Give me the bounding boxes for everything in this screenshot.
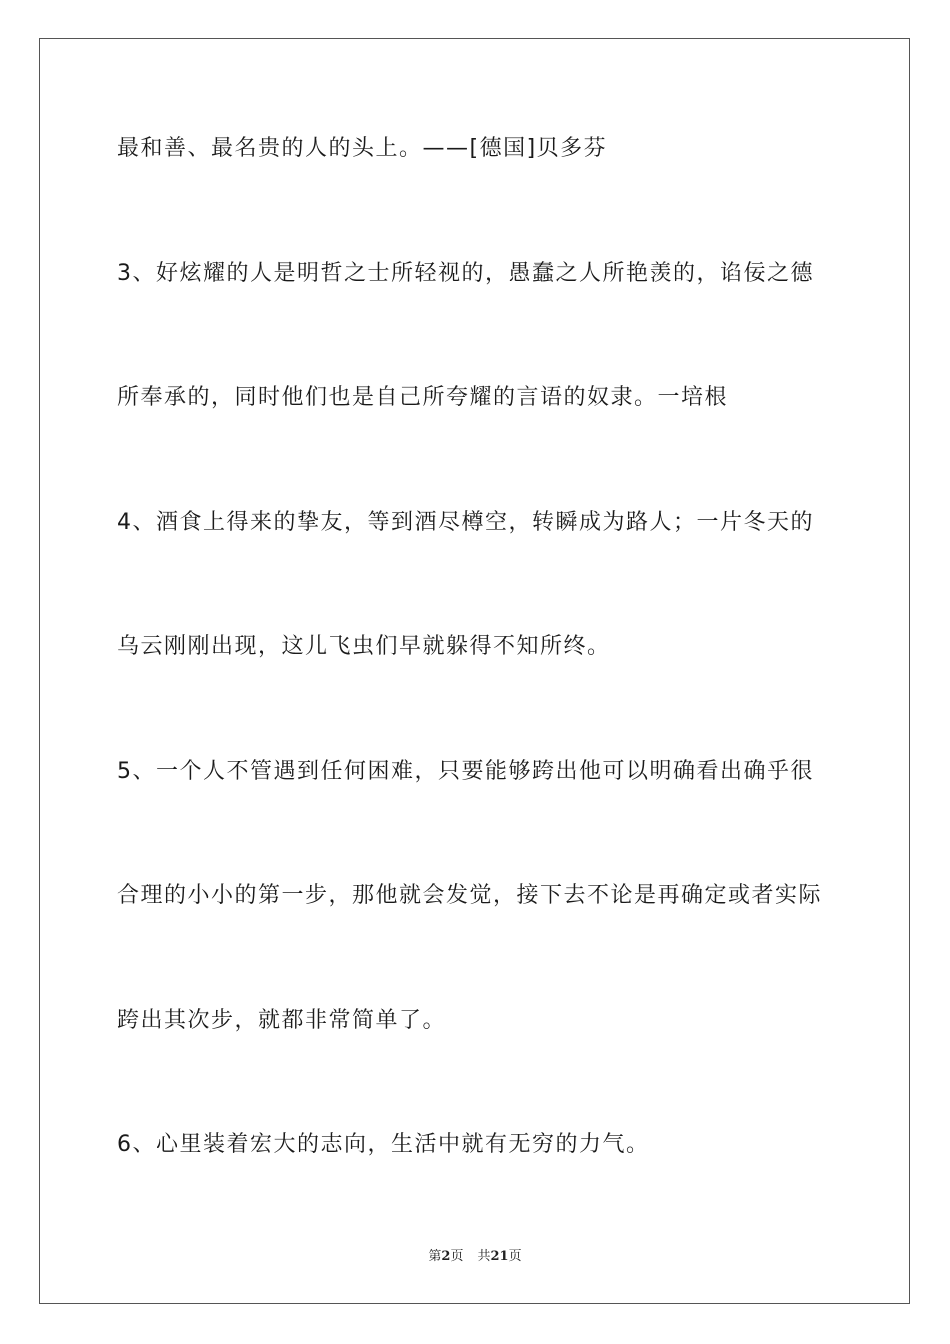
total-pages: 21 — [490, 1249, 509, 1264]
page-number: 2 — [441, 1249, 451, 1264]
text-line-1: 最和善、最名贵的人的头上。——[德国]贝多芬 — [117, 136, 608, 161]
text-line-8: 跨出其次步，就都非常简单了。 — [117, 1008, 447, 1033]
text-line-2: 3、好炫耀的人是明哲之士所轻视的，愚蠢之人所艳羡的，谄佞之德 — [117, 261, 814, 286]
page-border — [39, 38, 910, 1304]
text-line-5: 乌云刚刚出现，这儿飞虫们早就躲得不知所终。 — [117, 634, 611, 659]
total-prefix: 共 — [477, 1249, 491, 1264]
total-suffix: 页 — [508, 1249, 522, 1264]
page-prefix: 第 — [428, 1249, 442, 1264]
text-line-4: 4、酒食上得来的挚友，等到酒尽樽空，转瞬成为路人；一片冬天的 — [117, 510, 814, 535]
text-line-9: 6、心里装着宏大的志向，生活中就有无穷的力气。 — [117, 1132, 650, 1157]
page-footer — [0, 1248, 950, 1266]
text-line-7: 合理的小小的第一步，那他就会发觉，接下去不论是再确定或者实际 — [117, 883, 823, 908]
text-line-3: 所奉承的，同时他们也是自己所夸耀的言语的奴隶。一培根 — [117, 385, 729, 410]
text-line-6: 5、一个人不管遇到任何困难，只要能够跨出他可以明确看出确乎很 — [117, 759, 814, 784]
page-suffix: 页 — [450, 1249, 464, 1264]
